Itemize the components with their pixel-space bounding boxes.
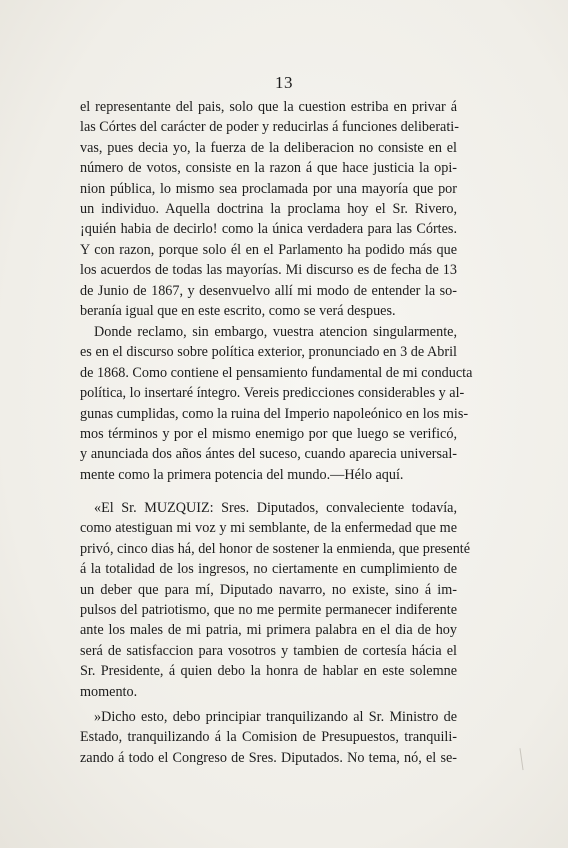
text-line: privó, cinco dias há, del honor de sostener la enmienda, que presenté [80,540,471,557]
text-line: las Córtes del carácter de poder y reducirlas á funciones deliberati- [80,119,459,136]
paragraph-2 [80,322,473,485]
text-line: »Dicho esto, debo principiar tranquilizando al Sr. Ministro de [94,709,457,725]
text-line: política, lo insertaré íntegro. Vereis predicciones considerables y al- [80,385,465,402]
paper-edge-mark [519,748,525,770]
text-line: un deber que para mí, Diputado navarro, no existe, sino á im- [80,581,457,598]
text-line: número de votos, consiste en la razon á que hace justicia la opi- [80,160,457,177]
text-line: mos términos y por el mismo enemigo por que luego se verificó, [80,426,457,443]
text-line: ante los males de mi patria, mi primera palabra en el dia de hoy [80,622,457,639]
text-line: beranía igual que en este escrito, como se verá despues. [80,303,396,320]
text-line: de 1868. Como contiene el pensamiento fundamental de mi conducta [80,364,473,381]
paragraph-4 [80,707,457,768]
text-line: nion pública, lo mismo sea proclamada por una mayoría que por [80,180,457,197]
text-line: Sr. Presidente, á quien debo la honra de hablar en este solemne [80,663,457,680]
text-line: momento. [80,683,138,700]
text-line: mente como la primera potencia del mundo.—Hélo aquí. [80,466,404,483]
text-line: Y con razon, porque solo él en el Parlamento ha podido más que [80,241,457,258]
paragraph-1 [80,97,457,321]
text-line: ¡quién habia de decirlo! como la única verdadera para las Córtes. [80,221,457,238]
text-line: Donde reclamo, sin embargo, vuestra atencion singularmente, [94,324,457,340]
paragraph-3 [80,498,471,702]
text-line: el representante del pais, solo que la cuestion estriba en privar á [80,99,457,115]
text-line: Estado, tranquilizando á la Comision de Presupuestos, tranquili- [80,729,457,746]
page-number: 13 [275,73,293,92]
text-line: á la totalidad de los ingresos, no ciertamente en cumplimiento de [80,561,457,578]
text-line: gunas cumplidas, como la ruina del Imperio napoleónico en los mis- [80,405,469,422]
text-line: como atestiguan mi voz y mi semblante, de la enfermedad que me [80,520,457,537]
text-line: será de satisfaccion para vosotros y tambien de cortesía hácia el [80,642,457,659]
text-line: pulsos del patriotismo, que no me permite permanecer indiferente [80,602,457,619]
text-line: los acuerdos de todas las mayorías. Mi discurso es de fecha de 13 [80,262,457,279]
text-line: vas, pues decia yo, la fuerza de la deliberacion no consiste en el [80,139,457,156]
text-line: es en el discurso sobre política exterior, pronunciado en 3 de Abril [80,344,457,361]
text-line: de Junio de 1867, y desenvuelvo allí mi modo de entender la so- [80,282,457,299]
text-line: zando á todo el Congreso de Sres. Diputados. No tema, nó, el se- [80,749,457,766]
text-line: un individuo. Aquella doctrina la proclama hoy el Sr. Rivero, [80,201,457,218]
text-line: y anunciada dos años ántes del suceso, cuando aparecia universal- [80,446,457,463]
text-line: «El Sr. MUZQUIZ: Sres. Diputados, convaleciente todavía, [94,500,457,516]
